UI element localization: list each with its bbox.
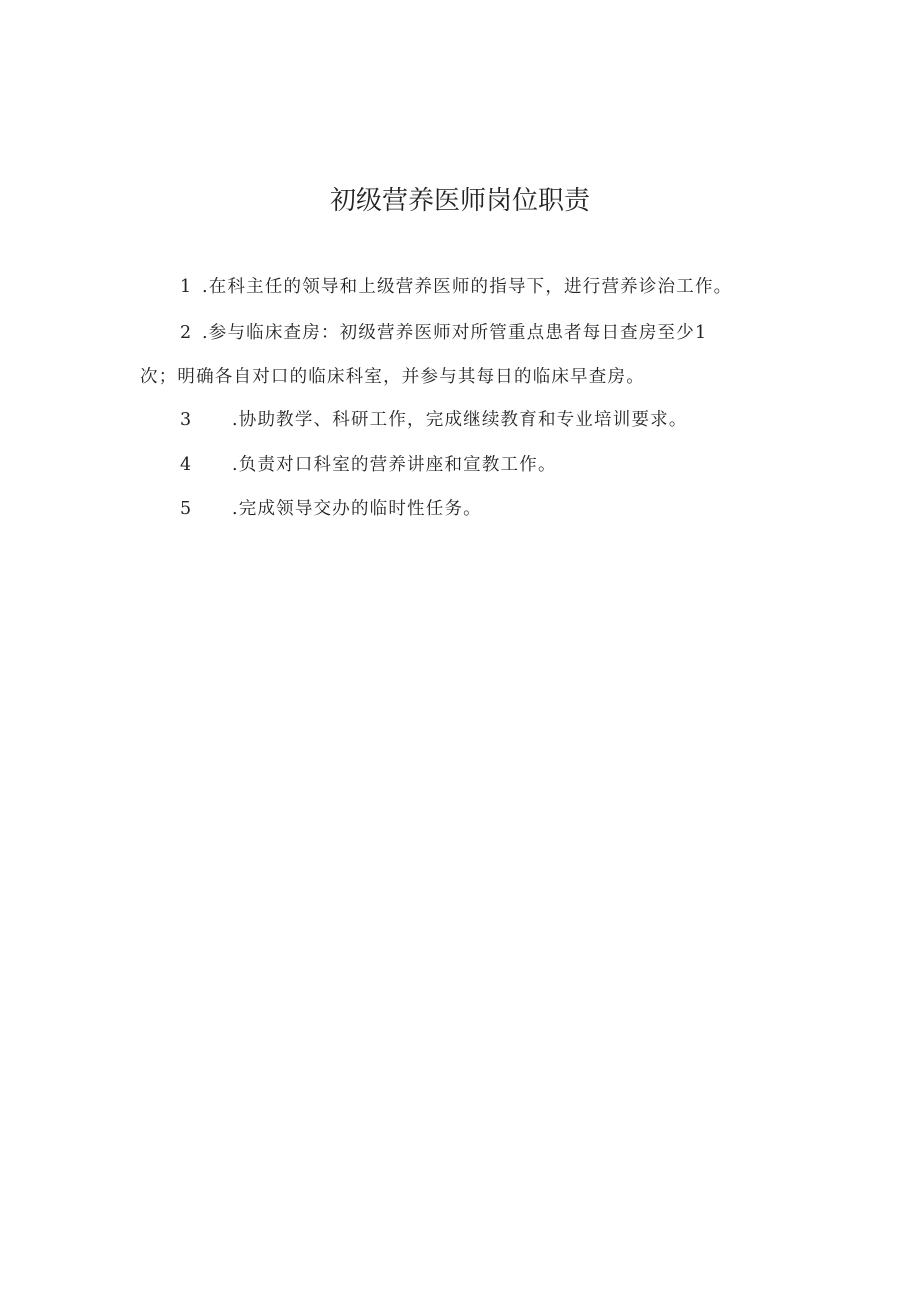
list-item <box>180 495 482 520</box>
item-text-continuation: 次；明确各自对口的临床科室，并参与其每日的临床早查房。 <box>140 367 645 387</box>
list-item-continuation <box>140 363 645 388</box>
item-text: .参与临床查房：初级营养医师对所管重点患者每日查房至少1 <box>202 323 708 343</box>
item-text: .在科主任的领导和上级营养医师的指导下，进行营养诊治工作。 <box>202 277 733 297</box>
item-number: 5 <box>180 499 193 519</box>
item-number: 3 <box>180 410 193 430</box>
item-text: .负责对口科室的营养讲座和宣教工作。 <box>232 455 557 475</box>
item-text: .协助教学、科研工作，完成继续教育和专业培训要求。 <box>232 410 688 430</box>
list-item <box>180 451 557 476</box>
list-item <box>180 319 707 344</box>
list-item <box>180 406 688 431</box>
item-number: 2 <box>180 323 193 343</box>
item-number: 4 <box>180 455 193 475</box>
list-item <box>180 273 732 298</box>
item-number: 1 <box>180 277 193 297</box>
item-text: .完成领导交办的临时性任务。 <box>232 499 482 519</box>
document-title: 初级营养医师岗位职责 <box>329 186 590 216</box>
